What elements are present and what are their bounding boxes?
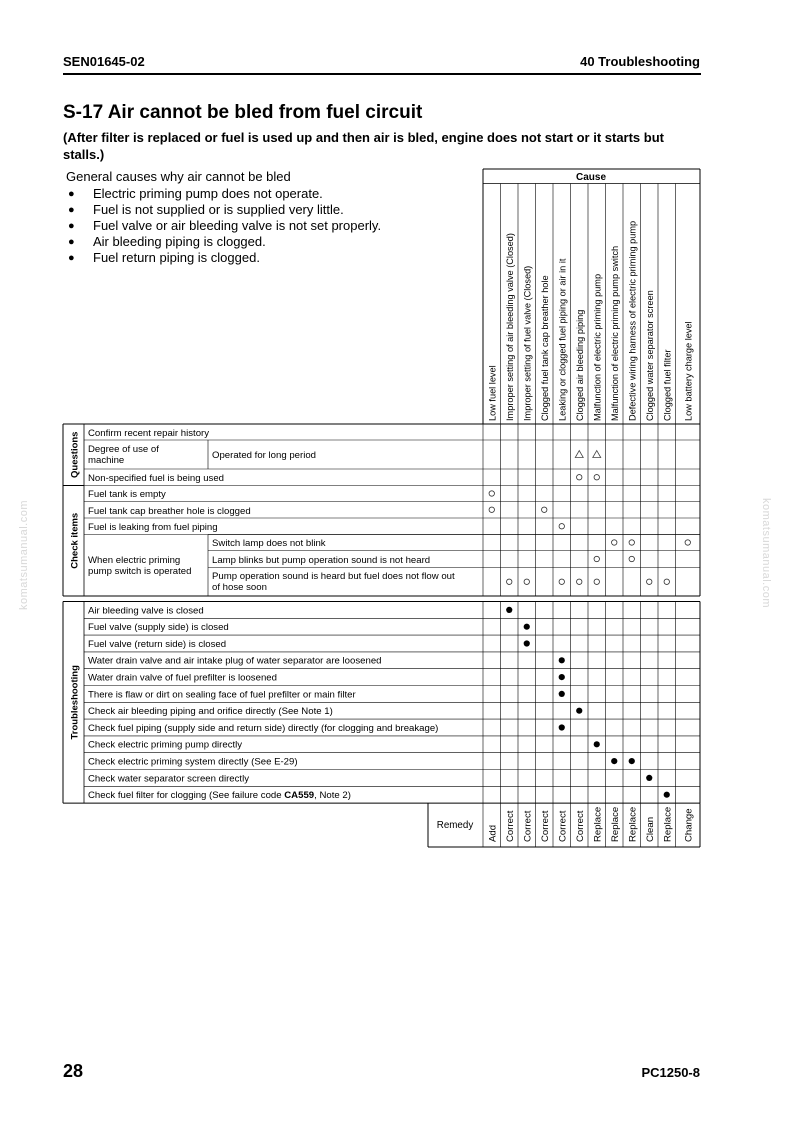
general-cause-item: ● Electric priming pump does not operate. bbox=[68, 186, 323, 201]
cause-label-12: Low battery charge level bbox=[683, 321, 694, 421]
priming-mark bbox=[559, 579, 564, 584]
cause-label-8: Malfunction of electric priming pump switch bbox=[609, 245, 620, 421]
check-mark bbox=[559, 524, 564, 529]
question-mark bbox=[593, 451, 601, 458]
troubleshooting-step-label: There is flaw or dirt on sealing face of fuel prefilter or main filter bbox=[88, 689, 356, 701]
cause-label-4: Clogged fuel tank cap breather hole bbox=[539, 275, 550, 421]
priming-row-label: Lamp blinks but pump operation sound is not heard bbox=[212, 555, 431, 566]
page-number: 28 bbox=[63, 1061, 84, 1081]
bullet-icon: ● bbox=[68, 252, 75, 264]
cause-label-7: Malfunction of electric priming pump bbox=[592, 273, 603, 421]
cause-label-9: Defective wiring harness of electric priming pump bbox=[627, 220, 638, 421]
bullet-icon: ● bbox=[68, 220, 75, 232]
remedy-1: Add bbox=[487, 824, 499, 842]
bullet-icon: ● bbox=[68, 204, 75, 216]
general-cause-item: ● Fuel valve or air bleeding valve is not set properly. bbox=[68, 218, 382, 233]
question-label: Degree of use of machine bbox=[88, 444, 159, 466]
troubleshooting-step-label: Fuel valve (return side) is closed bbox=[88, 638, 227, 650]
priming-mark bbox=[594, 556, 599, 561]
remedy-label: Remedy bbox=[436, 820, 474, 831]
priming-mark bbox=[507, 579, 512, 584]
question-sub-label: Operated for long period bbox=[212, 450, 316, 461]
troubleshooting-step-label: Check electric priming system directly (See E-29) bbox=[88, 756, 298, 768]
document-id: SEN01645-02 bbox=[63, 54, 145, 69]
troubleshooting-step-label: Fuel valve (supply side) is closed bbox=[88, 622, 229, 634]
troubleshooting-step-label: Check fuel piping (supply side and return side) directly (for clogging and breakage) bbox=[88, 722, 439, 734]
remedy-2: Correct bbox=[504, 810, 516, 842]
section-troubleshooting-label: Troubleshooting bbox=[69, 665, 81, 740]
cause-label-1: Low fuel level bbox=[487, 365, 498, 421]
section-questions-label: Questions bbox=[69, 431, 81, 478]
troubleshooting-mark bbox=[629, 758, 635, 764]
priming-mark bbox=[664, 579, 669, 584]
section-title: 40 Troubleshooting bbox=[580, 54, 700, 69]
troubleshooting-mark bbox=[559, 674, 565, 680]
remedy-10: Clean bbox=[644, 816, 656, 842]
remedy-12: Change bbox=[683, 808, 695, 842]
troubleshooting-step-label: Check air bleeding piping and orifice directly (See Note 1) bbox=[88, 706, 333, 718]
question-mark bbox=[575, 451, 583, 458]
bullet-icon: ● bbox=[68, 236, 75, 248]
general-cause-item: ● Fuel is not supplied or is supplied very little. bbox=[68, 202, 344, 217]
cause-label-10: Clogged water separator screen bbox=[644, 290, 655, 421]
troubleshooting-step-label: Check electric priming pump directly bbox=[88, 739, 243, 751]
remedy-6: Correct bbox=[574, 810, 586, 842]
priming-mark bbox=[577, 579, 582, 584]
model-number: PC1250-8 bbox=[641, 1065, 700, 1080]
section-check-items-label: Check items bbox=[69, 512, 81, 569]
troubleshooting-step-label: Water drain valve of fuel prefilter is loosened bbox=[88, 672, 277, 684]
remedy-11: Replace bbox=[662, 806, 674, 842]
general-cause-item: ● Fuel return piping is clogged. bbox=[68, 250, 260, 265]
troubleshooting-mark bbox=[664, 792, 670, 798]
troubleshooting-step-label: Water drain valve and air intake plug of water separator are loosened bbox=[88, 655, 382, 667]
watermark-left: komatsumanual.com bbox=[18, 500, 30, 610]
remedy-5: Correct bbox=[557, 810, 569, 842]
troubleshooting-mark bbox=[576, 708, 582, 714]
general-causes-heading: General causes why air cannot be bled bbox=[66, 169, 291, 184]
priming-mark bbox=[647, 579, 652, 584]
troubleshooting-mark bbox=[594, 741, 600, 747]
troubleshooting-mark bbox=[506, 607, 512, 613]
priming-mark bbox=[612, 540, 617, 545]
remedy-3: Correct bbox=[522, 810, 534, 842]
priming-mark bbox=[524, 579, 529, 584]
page-title: S-17 Air cannot be bled from fuel circuit bbox=[63, 102, 423, 123]
troubleshooting-mark bbox=[559, 657, 565, 663]
priming-mark bbox=[594, 579, 599, 584]
cause-label-5: Leaking or clogged fuel piping or air in it bbox=[557, 258, 568, 421]
question-label: Confirm recent repair history bbox=[88, 428, 210, 439]
check-mark bbox=[542, 507, 547, 512]
remedy-9: Replace bbox=[627, 806, 639, 842]
cause-label-6: Clogged air bleeding piping bbox=[574, 309, 585, 421]
check-item-label: Fuel tank cap breather hole is clogged bbox=[88, 506, 251, 517]
priming-group-label: When electric priming pump switch is operated bbox=[88, 555, 192, 577]
priming-mark bbox=[629, 540, 634, 545]
check-item-label: Fuel is leaking from fuel piping bbox=[88, 522, 218, 533]
priming-row-label: Switch lamp does not blink bbox=[212, 538, 326, 549]
bullet-icon: ● bbox=[68, 188, 75, 200]
troubleshooting-mark bbox=[524, 640, 530, 646]
troubleshooting-mark bbox=[611, 758, 617, 764]
cause-label-2: Improper setting of air bleeding valve (Closed) bbox=[504, 233, 515, 421]
priming-mark bbox=[629, 556, 634, 561]
priming-mark bbox=[685, 540, 690, 545]
troubleshooting-mark bbox=[559, 724, 565, 730]
watermark-right: komatsumanual.com bbox=[760, 498, 772, 608]
troubleshooting-mark bbox=[559, 691, 565, 697]
check-item-label: Fuel tank is empty bbox=[88, 489, 166, 500]
question-mark bbox=[577, 475, 582, 480]
remedy-4: Correct bbox=[539, 810, 551, 842]
remedy-7: Replace bbox=[592, 806, 604, 842]
cause-label: Cause bbox=[575, 172, 607, 183]
troubleshooting-mark bbox=[524, 624, 530, 630]
troubleshooting-step-label: Check fuel filter for clogging (See failure code CA559, Note 2) bbox=[88, 790, 351, 802]
check-mark bbox=[489, 491, 494, 496]
cause-label-3: Improper setting of fuel valve (Closed) bbox=[522, 265, 533, 421]
general-cause-item: ● Air bleeding piping is clogged. bbox=[68, 234, 266, 249]
troubleshooting-step-label: Check water separator screen directly bbox=[88, 773, 250, 785]
troubleshooting-step-label: Air bleeding valve is closed bbox=[88, 605, 204, 617]
cause-label-11: Clogged fuel filter bbox=[662, 349, 673, 421]
page-subtitle: (After filter is replaced or fuel is used up and then air is bled, engine does not start or it starts but stalls.) bbox=[63, 130, 664, 162]
question-mark bbox=[594, 475, 599, 480]
priming-row-label: Pump operation sound is heard but fuel does not flow out of hose soon bbox=[212, 571, 455, 593]
question-label: Non-specified fuel is being used bbox=[88, 473, 224, 484]
troubleshooting-mark bbox=[646, 775, 652, 781]
remedy-8: Replace bbox=[609, 806, 621, 842]
check-mark bbox=[489, 507, 494, 512]
